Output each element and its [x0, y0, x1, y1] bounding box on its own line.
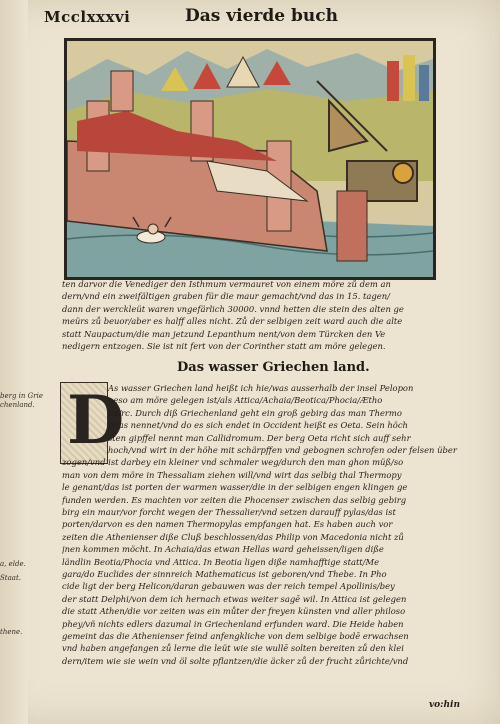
- text-line: gemeint das die Athenienser feind anfengkliche von dem selbige bodē erwachsen: [62, 631, 409, 642]
- margin-note: berg in Grie: [0, 392, 43, 400]
- text-line: porten/darvon es den namen Thermopylas empfangen hat. Es haben auch vor: [62, 519, 393, 530]
- text-line: meürs zů beuor/aber es halff alles nicht. Zů der selbigen zeit ward auch die alte: [62, 316, 403, 327]
- text-line: dern/item wie sie wein vnd öl solte pflantzen/die äcker zů der frucht zůrichte/vnd: [62, 655, 409, 666]
- text-line: nedigern entzogen. Sie ist nit fert von der Corinther statt am möre gelegen.: [62, 341, 386, 352]
- main-paragraph-cont: [62, 456, 468, 667]
- text-line: lia/rc. Durch diß Griechenland geht ein groß gebirg das man Thermo: [108, 407, 402, 418]
- text-line: pilas nennet/vnd do es sich endet in Occident heißt es Oeta. Sein höch: [108, 420, 408, 431]
- text-line: ländlin Beotia/Phocia vnd Attica. In Beotia ligen diße namhafftige statt/Me: [62, 556, 380, 567]
- text-line: dern/vnd ein zweifältigen graben für die maur gemacht/vnd das in 15. tagen/: [62, 291, 390, 302]
- text-line: jnen kommen möcht. In Achaia/das etwan Hellas ward geheissen/ligen diße: [62, 544, 384, 555]
- text-line: funden werden. Es machten vor zeiten die Phocenser zwischen das selbig gebirg: [62, 494, 407, 505]
- text-line: dann der werckleüt waren vngefärlich 30000. vnnd hetten die stein des alten ge: [62, 303, 404, 314]
- text-line: neso am möre gelegen ist/als Attica/Achaia/Beotica/Phocia/Ætho: [108, 395, 383, 406]
- drop-cap-letter: D: [67, 381, 125, 459]
- book-title: [176, 6, 338, 26]
- town-siege-image: [67, 41, 433, 277]
- drop-cap: [60, 381, 125, 464]
- top-paragraph: [62, 278, 468, 352]
- page-edge: [0, 0, 28, 724]
- woodcut-illustration: [64, 38, 436, 280]
- text-line: le genant/das ist porten der warmen wasser/die in der selbigen engen klingen ge: [62, 482, 408, 493]
- text-line: sten gipffel nennt man Callidromum. Der berg Oeta richt sich auff sehr: [108, 432, 411, 443]
- text-line: birg ein maur/vor forcht wegen der Thessalier/vnd setzen darauff pylas/das ist: [62, 507, 396, 518]
- main-paragraph: [108, 382, 468, 456]
- folio-number: Mcclxxxvi: [44, 8, 131, 26]
- text-line: ten darvor die Venediger den Isthmum vermauret von einem möre zů dem an: [62, 279, 391, 289]
- text-line: zogen/vnd ist darbey ein kleiner vnd schmaler weg/durch den man ghon müß/so: [62, 457, 404, 468]
- margin-note: chenland.: [0, 401, 35, 409]
- margin-note: Staat.: [0, 574, 21, 582]
- page-header: [44, 6, 464, 34]
- text-line: der statt Delphi/von dem ich hernach etwas weiter sagē wil. In Attica ist gelegen: [62, 593, 407, 604]
- catchword: vo:hin: [428, 700, 460, 710]
- text-line: phey/vñ nichts edlers dazumal in Griechenland erfunden ward. Die Heide haben: [62, 618, 404, 629]
- text-line: gara/do Euclides der sinnreich Mathematicus ist geboren/vnd Thebe. In Pho: [62, 569, 387, 580]
- margin-note: thene.: [0, 628, 23, 636]
- text-line: vnd haben angefangen zů lerne die leüt wie sie wullē solten bereiten zů den klei: [62, 643, 404, 654]
- text-line: cide ligt der berg Helicon/daran gebauwen was der reich tempel Apollinis/bey: [62, 581, 395, 592]
- text-line: man von dem möre in Thessaliam ziehen will/vnd wirt das selbig thal Thermopy: [62, 469, 402, 480]
- text-line: hoch/vnd wirt in der höhe mit schärpffen vnd gebognen schrofen oder felsen über: [108, 445, 457, 456]
- text-line: die statt Athen/die vor zeiten was ein můter der freyen künsten vnd aller philoso: [62, 606, 406, 617]
- text-line: statt Naupactum/die man jetzund Lepanthum nent/von dem Türcken den Ve: [62, 328, 386, 339]
- section-heading-text: Das wasser Griechen land.: [177, 360, 370, 375]
- text-line: As wasser Griechen land heißt ich hie/was ausserhalb der insel Pelopon: [108, 383, 414, 393]
- section-heading: [168, 360, 370, 375]
- margin-note: a, elde.: [0, 560, 26, 568]
- book-title-text: Das vierde buch: [185, 6, 338, 26]
- text-line: zeiten die Athenienser diße Cluß beschlossen/das Philip von Macedonia nicht zů: [62, 531, 404, 542]
